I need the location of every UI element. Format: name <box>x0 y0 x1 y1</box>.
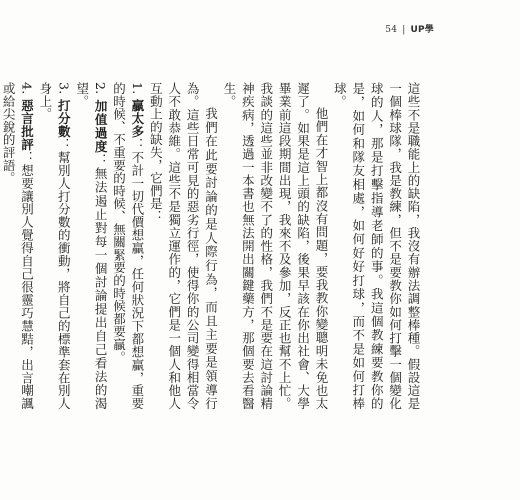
list-item <box>109 82 146 410</box>
body-text <box>1 82 422 411</box>
list-number: 2. <box>93 82 109 95</box>
header-separator: | <box>402 25 406 35</box>
list-number: 1. <box>129 82 145 95</box>
list-number: 3. <box>56 82 72 95</box>
list-number: 4. <box>19 82 35 95</box>
list-item <box>0 82 35 410</box>
paragraph: 我們在此要討論的是人際行為，而且主要是領導行為。這些日常可見的惡劣行徑，使得你的公司變得相當令人不敢恭維。這些不是獨立運作的，它們是一個人和他人互動上的缺失，它們是： <box>148 82 219 410</box>
list-item-title: 惡言批評 <box>19 98 35 151</box>
list-item <box>72 82 109 410</box>
paragraph: 這些不是職能上的缺陷，我沒有辦法調整棒種。假設這是一個棒球隊，我是教練，但不是要教你如何打擊一個變化球的人，那是打擊指導老師的事。我這個教練要教你的是，如何和隊友相處，如何好好打球，而不是如何打棒球。 <box>332 82 421 410</box>
page-number: 54 <box>385 25 398 35</box>
list-item-title: 打分數 <box>56 98 72 138</box>
habit-list <box>0 82 146 410</box>
list-item <box>35 82 72 410</box>
paragraph: 他們在才智上都沒有問題，要我教你變聰明未免也太遲了。如果是這上頭的缺陷，後果早該在你出社會、大學畢業前這段期間出現，我來不及參加，反正也幫不上忙。我談的這些並非改變不了的性格，我們不是要在這討論精神疾病，透過一本書也無法開出關鍵藥方，那個要去看醫生。 <box>221 82 329 410</box>
list-item-text: ：幫別人打分數的衝動，將自己的標準套在別人身上。 <box>37 82 72 410</box>
book-title: UP學 <box>410 25 434 35</box>
page-header <box>385 22 434 35</box>
list-item-title: 贏太多 <box>129 98 145 138</box>
list-item-text: ：想要讓別人覺得自己很靈巧慧黠，出言嘲諷或給尖銳的評語。 <box>1 82 35 411</box>
list-item-title: 加值過度 <box>93 99 109 154</box>
list-item-text: ：不計一切代價想贏，任何狀況下都想贏，重要的時候、不重要的時候、無關緊要的時候都要贏。 <box>111 82 145 410</box>
list-item-text: ：無法遏止對每一個討論提出自己看法的渴望。 <box>74 82 109 411</box>
